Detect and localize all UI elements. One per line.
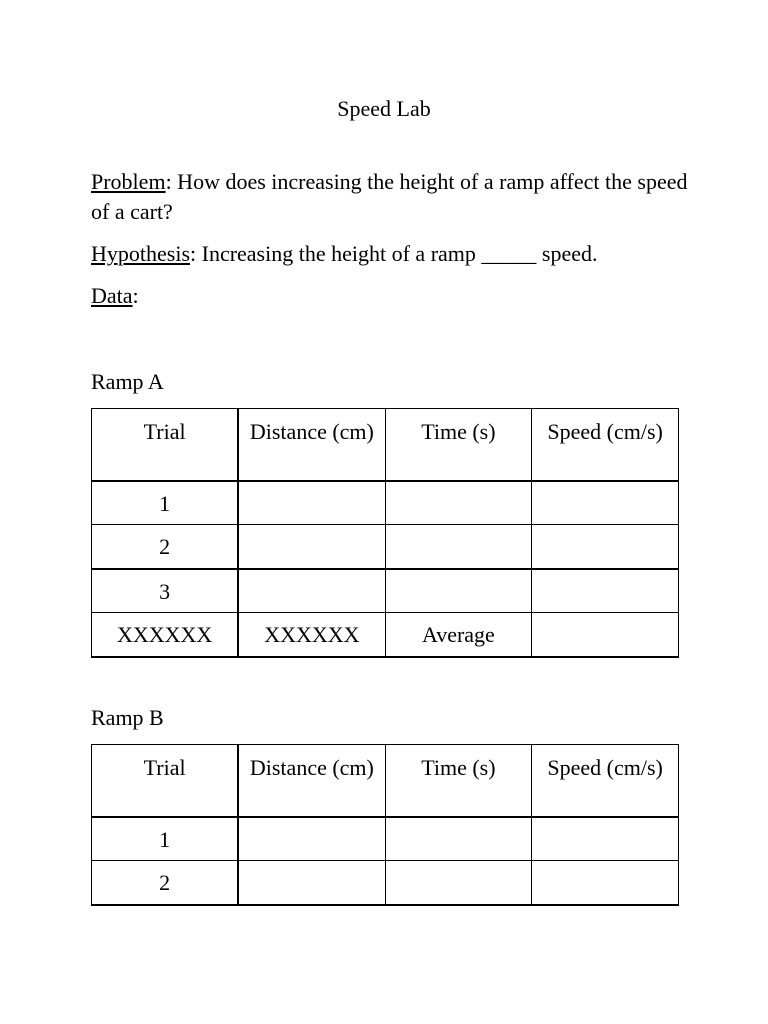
distance-cell[interactable]	[238, 525, 385, 569]
trial-cell: 2	[92, 525, 239, 569]
time-cell[interactable]	[385, 525, 532, 569]
data-colon: :	[132, 283, 139, 308]
header-cell-distance: Distance (cm)	[238, 745, 385, 817]
header-cell-time: Time (s)	[385, 745, 532, 817]
speed-cell[interactable]	[532, 817, 679, 861]
table-row	[92, 569, 679, 613]
header-cell-trial: Trial	[92, 409, 239, 481]
hypothesis-text: : Increasing the height of a ramp _____ speed.	[190, 241, 598, 266]
table-row-average	[92, 613, 679, 657]
problem-label: Problem	[91, 169, 166, 194]
speed-cell[interactable]	[532, 525, 679, 569]
table-row	[92, 861, 679, 905]
distance-cell[interactable]	[238, 569, 385, 613]
speed-cell[interactable]	[532, 569, 679, 613]
average-label-cell: Average	[385, 613, 532, 657]
time-cell[interactable]	[385, 481, 532, 525]
trial-cell: 2	[92, 861, 239, 905]
average-speed-cell[interactable]	[532, 613, 679, 657]
table-header-row	[92, 409, 679, 481]
trial-cell: 1	[92, 481, 239, 525]
ramp-b-table	[91, 744, 679, 906]
hypothesis-statement	[91, 239, 691, 269]
problem-statement	[91, 167, 691, 227]
speed-cell[interactable]	[532, 481, 679, 525]
hypothesis-label: Hypothesis	[91, 241, 190, 266]
table-row	[92, 481, 679, 525]
time-cell[interactable]	[385, 569, 532, 613]
time-cell[interactable]	[385, 817, 532, 861]
trial-cell: 3	[92, 569, 239, 613]
table-row	[92, 525, 679, 569]
time-cell[interactable]	[385, 861, 532, 905]
distance-cell-crossed: XXXXXX	[238, 613, 385, 657]
ramp-b-title: Ramp B	[91, 705, 164, 730]
header-cell-speed: Speed (cm/s)	[532, 409, 679, 481]
table-row	[92, 817, 679, 861]
distance-cell[interactable]	[238, 817, 385, 861]
speed-cell[interactable]	[532, 861, 679, 905]
distance-cell[interactable]	[238, 481, 385, 525]
problem-text: : How does increasing the height of a ramp affect the speed of a cart?	[91, 169, 688, 224]
page-title: Speed Lab	[337, 96, 431, 121]
data-heading	[91, 281, 691, 311]
header-cell-speed: Speed (cm/s)	[532, 745, 679, 817]
distance-cell[interactable]	[238, 861, 385, 905]
header-cell-distance: Distance (cm)	[238, 409, 385, 481]
trial-cell-crossed: XXXXXX	[92, 613, 239, 657]
ramp-a-table	[91, 408, 679, 658]
table-header-row	[92, 745, 679, 817]
data-label: Data	[91, 283, 133, 308]
header-cell-trial: Trial	[92, 745, 239, 817]
trial-cell: 1	[92, 817, 239, 861]
header-cell-time: Time (s)	[385, 409, 532, 481]
ramp-a-title: Ramp A	[91, 369, 164, 394]
